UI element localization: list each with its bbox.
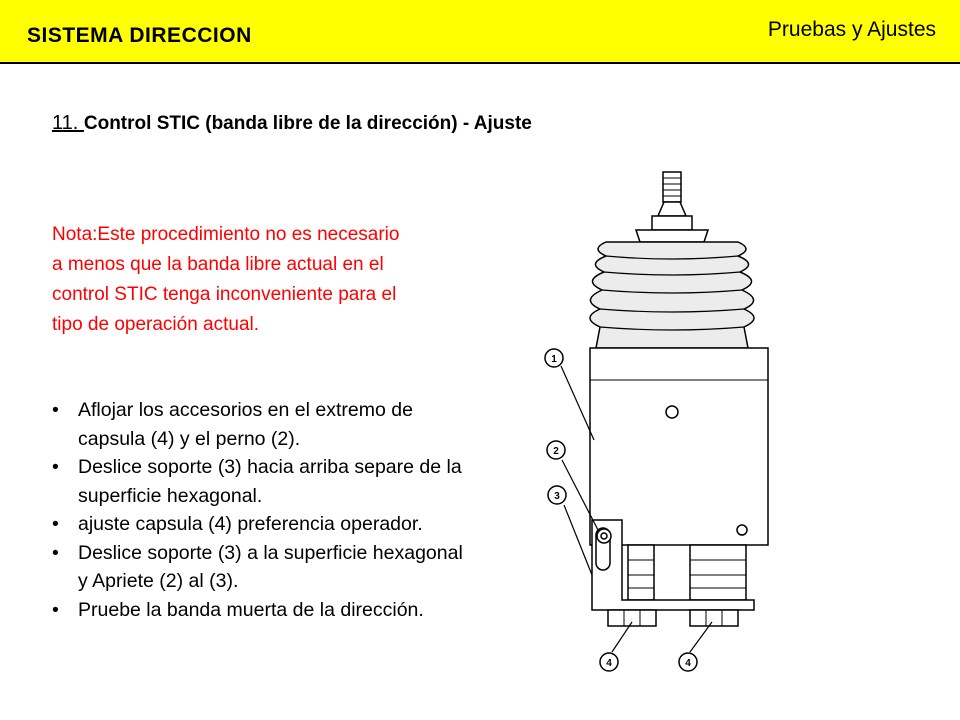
step-number: 11. <box>52 112 84 134</box>
list-item: • Pruebe la banda muerta de la dirección. <box>52 596 472 625</box>
callout-2: 2 <box>553 446 559 457</box>
list-item: • Aflojar los accesorios en el extremo de capsula (4) y el perno (2). <box>52 396 472 453</box>
stem-neck <box>658 202 686 216</box>
callout-3: 3 <box>554 491 560 502</box>
page-title <box>52 112 532 135</box>
callout-4-left: 4 <box>606 658 612 669</box>
steps-list <box>52 396 472 624</box>
rubber-boot <box>590 242 754 348</box>
list-item: • ajuste capsula (4) preferencia operador. <box>52 510 472 539</box>
left-connector <box>628 545 654 600</box>
right-nut <box>690 610 738 626</box>
left-nut <box>608 610 656 626</box>
stem <box>663 172 681 202</box>
stic-control-diagram <box>520 160 780 700</box>
housing <box>590 348 768 545</box>
list-item: • Deslice soporte (3) hacia arriba separe de la superficie hexagonal. <box>52 453 472 510</box>
boot-cap <box>652 216 692 230</box>
callout-1: 1 <box>551 354 557 365</box>
callout-4-right: 4 <box>685 658 691 669</box>
list-item: • Deslice soporte (3) a la superficie hexagonal y Apriete (2) al (3). <box>52 539 472 596</box>
note-text: Nota:Este procedimiento no es necesario a menos que la banda libre actual en el control STIC tenga inconveniente para el tipo de operación actual. <box>52 224 400 335</box>
title-text: Control STIC (banda libre de la dirección) - Ajuste <box>83 113 532 134</box>
header-bar <box>0 0 960 64</box>
section-title: SISTEMA DIRECCION <box>27 24 252 47</box>
category-label: Pruebas y Ajustes <box>767 18 936 41</box>
center-connector <box>690 545 746 600</box>
